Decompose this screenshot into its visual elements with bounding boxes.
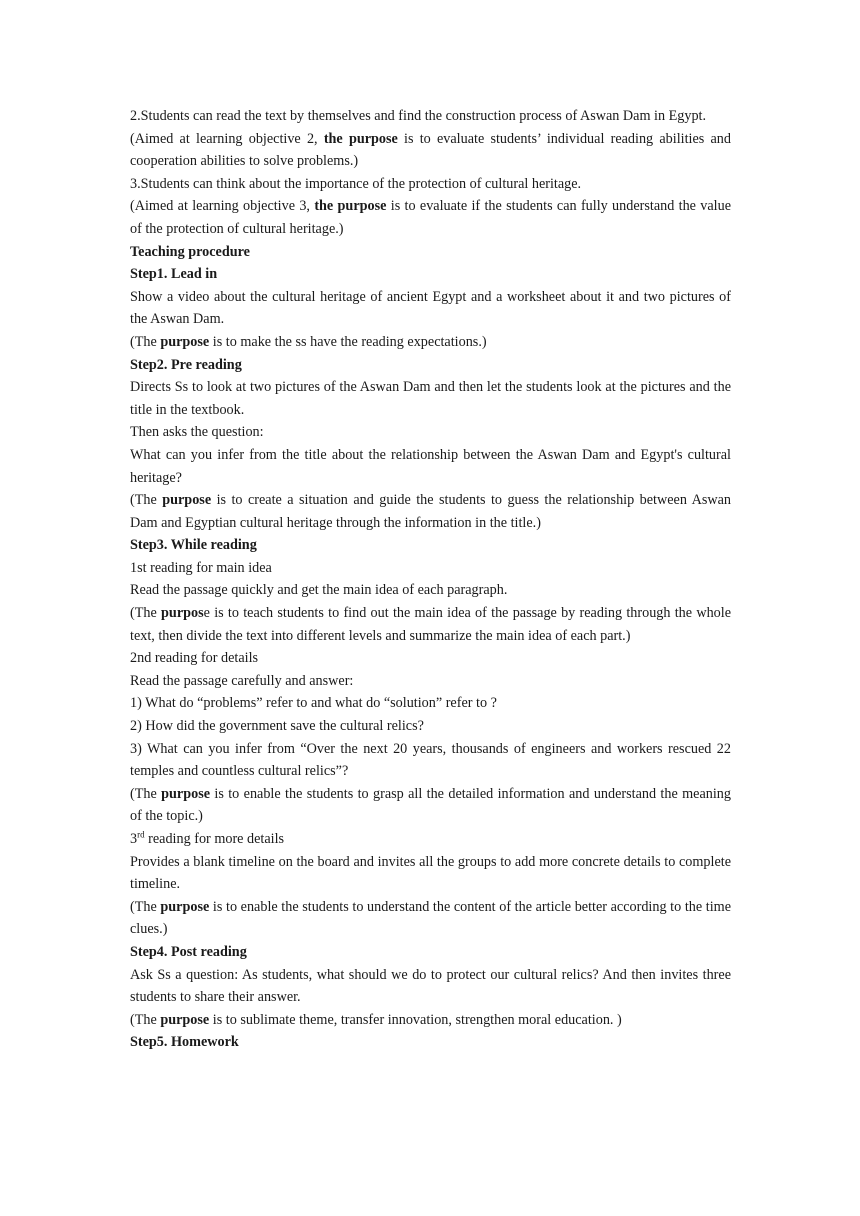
- reading2-title: 2nd reading for details: [130, 650, 259, 667]
- objective-3-text: 3.Students can think about the importance of the protection of cultural heritage.: [130, 175, 582, 192]
- step1-text: Show a video about the cultural heritage of ancient Egypt and a worksheet about it and two pictures of the Aswan Dam.: [130, 288, 731, 328]
- step1-heading: Step1. Lead in: [130, 266, 218, 283]
- step2-text-2: Then asks the question:: [130, 424, 264, 441]
- reading2-text: Read the passage carefully and answer:: [130, 672, 354, 689]
- step5-heading: Step5. Homework: [130, 1034, 239, 1051]
- step2-heading: Step2. Pre reading: [130, 356, 242, 373]
- reading3-note: (The purpose is to enable the students to understand the content of the article better according to the time clues.): [130, 898, 731, 938]
- reading2-note: (The purpose is to enable the students to grasp all the detailed information and understand the meaning of the topic.): [130, 785, 731, 825]
- reading2-question-2: 2) How did the government save the cultural relics?: [130, 718, 424, 735]
- step4-note: (The purpose is to sublimate theme, transfer innovation, strengthen moral education. ): [130, 1011, 622, 1028]
- procedure-heading: Teaching procedure: [130, 243, 250, 260]
- step4-heading: Step4. Post reading: [130, 943, 247, 960]
- objective-2-text: 2.Students can read the text by themselves and find the construction process of Aswan Dam in Egypt.: [130, 108, 707, 124]
- reading1-title: 1st reading for main idea: [130, 559, 272, 576]
- step4-text: Ask Ss a question: As students, what should we do to protect our cultural relics? And then invites three students to share their answer.: [130, 966, 731, 1006]
- reading2-question-1: 1) What do “problems” refer to and what do “solution” refer to ?: [130, 695, 497, 712]
- step2-note: (The purpose is to create a situation and guide the students to guess the relationship between Aswan Dam and Egyptian cultural heritage through the information in the title.): [130, 492, 731, 531]
- step2-text-1: Directs Ss to look at two pictures of the Aswan Dam and then let the students look at the pictures and the title in the textbook.: [130, 379, 731, 418]
- step1-note: (The purpose is to make the ss have the reading expectations.): [130, 333, 487, 350]
- reading1-text: Read the passage quickly and get the main idea of each paragraph.: [130, 582, 508, 599]
- objective-3-note: (Aimed at learning objective 3, the purpose is to evaluate if the students can fully understand the value of the protection of cultural heritage.): [130, 198, 732, 237]
- step2-question: What can you infer from the title about the relationship between the Aswan Dam and Egypt's cultural heritage?: [130, 446, 731, 486]
- document-page: [130, 105, 731, 1054]
- reading3-text: Provides a blank timeline on the board and invites all the groups to add more concrete details to complete timeline.: [130, 853, 731, 893]
- reading1-note: (The purpose is to teach students to find out the main idea of the passage by reading through the whole text, then divide the text into different levels and summarize the main idea of each part.): [130, 605, 731, 644]
- step3-heading: Step3. While reading: [130, 537, 257, 554]
- reading3-title: 3rd reading for more details: [130, 829, 285, 847]
- objective-2-note: (Aimed at learning objective 2, the purpose is to evaluate students’ individual reading abilities and cooperation abilities to solve problems.): [130, 130, 731, 170]
- reading2-question-3: 3) What can you infer from “Over the next 20 years, thousands of engineers and workers rescued 22 temples and countless cultural relics”?: [130, 740, 731, 780]
